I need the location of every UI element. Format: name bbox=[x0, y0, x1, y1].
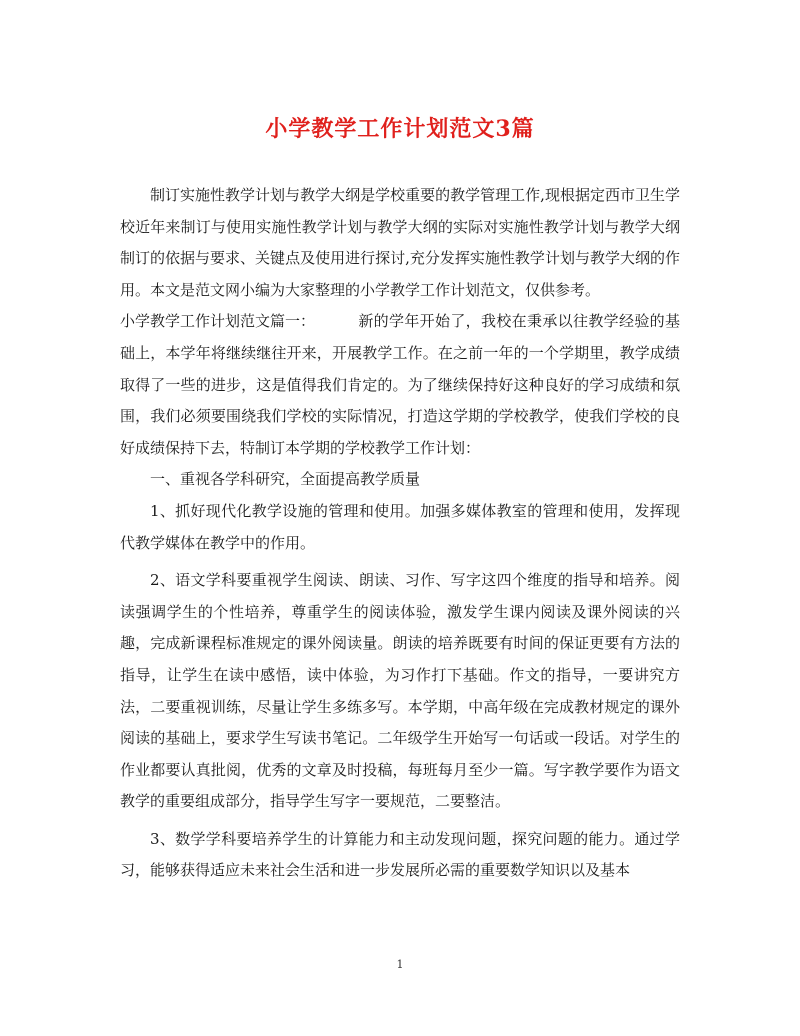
section-one-paragraph bbox=[120, 306, 680, 464]
list-item-1: 1、抓好现代化教学设施的管理和使用。加强多媒体教室的管理和使用，发挥现代教学媒体在教学中的作用。 bbox=[120, 501, 680, 552]
document-title: 小学教学工作计划范文3篇 bbox=[265, 116, 535, 142]
list-item-3: 3、数学学科要培养学生的计算能力和主动发现问题，探究问题的能力。通过学习，能够获得适应未来社会生活和进一步发展所必需的重要数学知识以及基本 bbox=[120, 829, 680, 880]
document-body bbox=[120, 180, 680, 887]
list-item-2: 2、语文学科要重视学生阅读、朗读、习作、写字这四个维度的指导和培养。阅读强调学生的个性培养，尊重学生的阅读体验，激发学生课内阅读及课外阅读的兴趣，完成新课程标准规定的课外阅读量。朗读的培养既要有时间的保证更要有方法的指导，让学生在读中感悟，读中体验，为习作打下基础。作文的指导，一要讲究方法，二要重视训练，尽量让学生多练多写。本学期，中高年级在完成教材规定的课外阅读的基础上，要求学生写读书笔记。二年级学生开始写一句话或一段话。对学生的作业都要认真批阅，优秀的文章及时投稿，每班每月至少一篇。写字教学要作为语文教学的重要组成部分，指导学生写字一要规范，二要整洁。 bbox=[120, 571, 680, 811]
section-opening-text: 新的学年开始了，我校在秉承以往教学经验的基础上，本学年将继续继往开来，开展教学工作。在之前一年的一个学期里，教学成绩取得了一些的进步，这是值得我们肯定的。为了继续保持好这种良好的学习成绩和氛围，我们必须要围绕我们学校的实际情况，打造这学期的学校教学，使我们学校的良好成绩保持下去，特制订本学期的学校教学工作计划： bbox=[120, 312, 680, 457]
intro-paragraph: 制订实施性教学计划与教学大纲是学校重要的教学管理工作,现根据定西市卫生学校近年来制订与使用实施性教学计划与教学大纲的实际对实施性教学计划与教学大纲制订的依据与要求、关键点及使用进行探讨,充分发挥实施性教学计划与教学大纲的作用。本文是范文网小编为大家整理的小学教学工作计划范文，仅供参考。 bbox=[120, 186, 680, 299]
section-label: 小学教学工作计划范文篇一： bbox=[120, 312, 316, 331]
heading-one: 一、重视各学科研究，全面提高教学质量 bbox=[150, 470, 421, 489]
page-number: 1 bbox=[396, 958, 404, 971]
